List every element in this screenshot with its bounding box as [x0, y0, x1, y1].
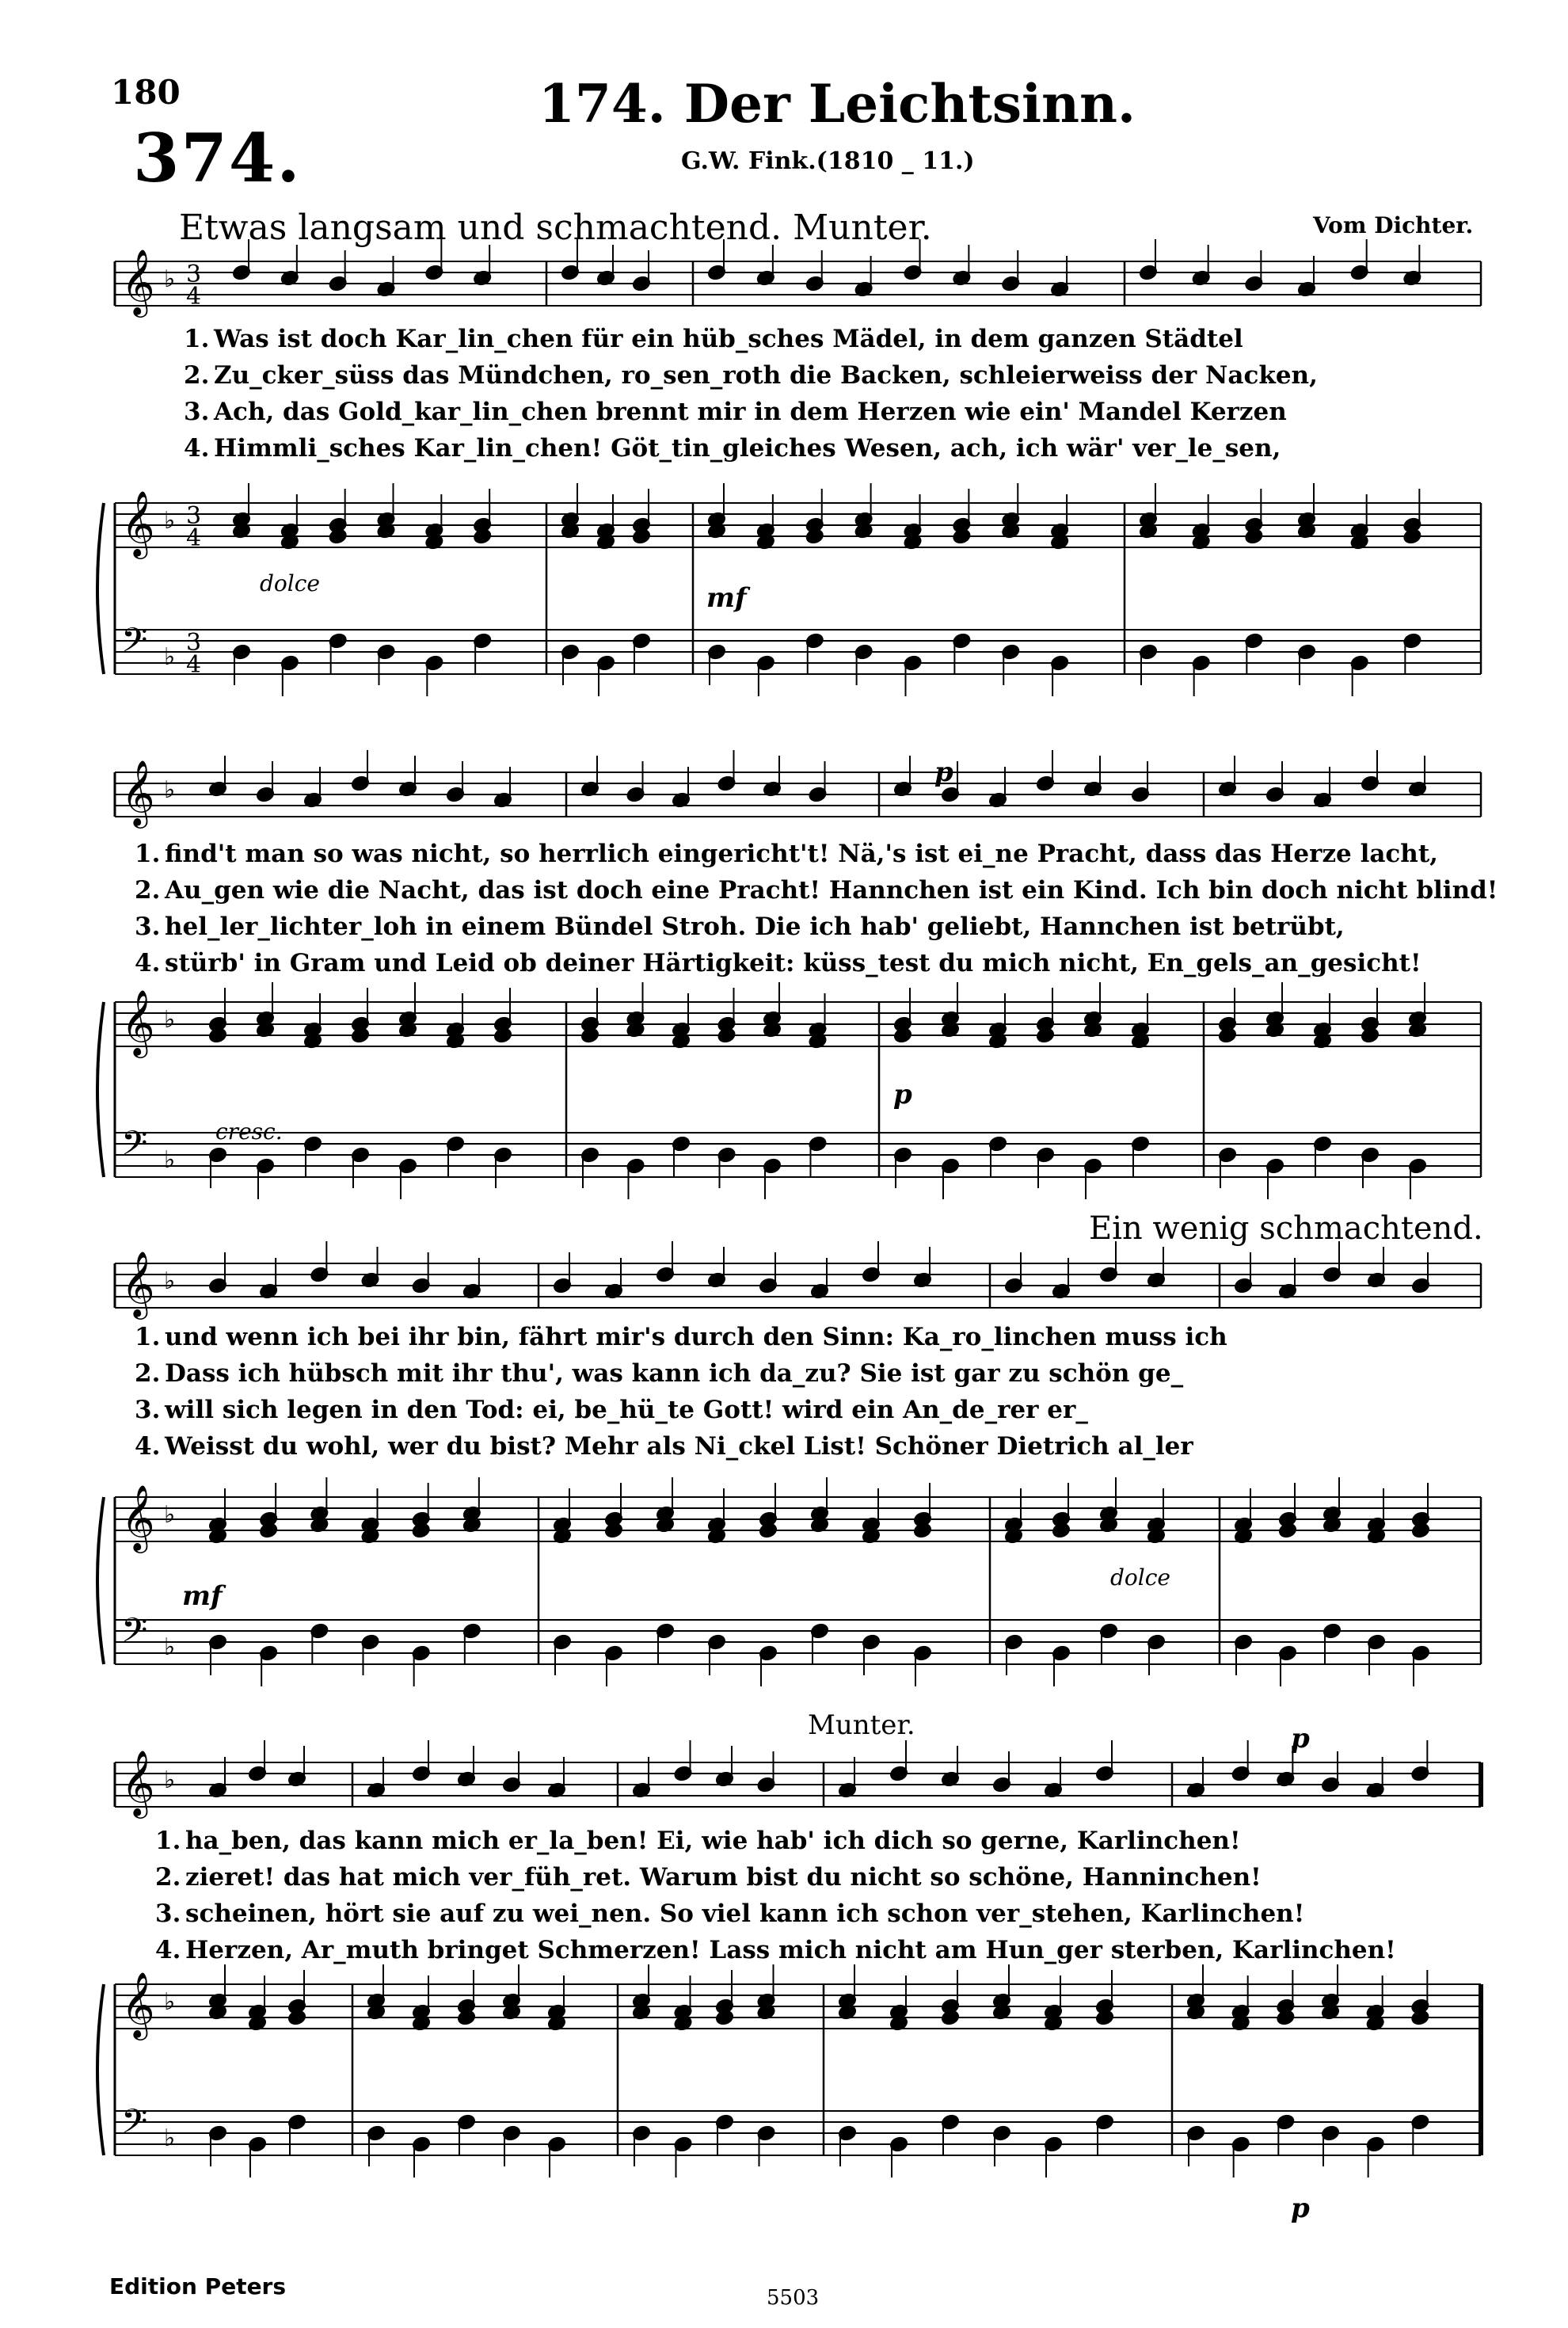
key-signature-flat: ♭	[164, 1006, 176, 1034]
lyric-line: 2. Au_gen wie die Nacht, das ist doch eine Pracht! Hannchen ist ein Kind. Ich bin doch nicht blind!	[135, 876, 1498, 905]
song-number: 374.	[133, 119, 302, 197]
time-signature: 3	[186, 629, 202, 657]
dynamic-dolce-1: dolce	[260, 570, 320, 596]
bass-clef: 𝄢	[121, 2102, 148, 2150]
lyric-line: 2. Zu_cker_süss das Mündchen, ro_sen_roth die Backen, schleierweiss der Nacken,	[184, 361, 1318, 390]
dynamic-dolce-2: dolce	[1110, 1564, 1170, 1591]
lyric-line: 3. scheinen, hört sie auf zu wei_nen. So viel kann ich schon ver_stehen, Karlinchen!	[155, 1899, 1305, 1928]
treble-clef: 𝄞	[121, 989, 155, 1055]
tempo-marking-mid: Ein wenig schmachtend.	[1089, 1210, 1483, 1247]
treble-clef: 𝄞	[121, 490, 155, 556]
lyric-line: 3. hel_ler_lichter_loh in einem Bündel Stroh. Die ich hab' geliebt, Hannchen ist betrübt,	[135, 913, 1345, 941]
treble-clef: 𝄞	[121, 1971, 155, 2037]
treble-clef: 𝄞	[121, 1250, 155, 1316]
treble-clef: 𝄞	[121, 759, 155, 825]
song-title: 174. Der Leichtsinn.	[539, 73, 1136, 135]
time-signature: 3	[186, 261, 202, 288]
key-signature-flat: ♭	[164, 1633, 176, 1661]
key-signature-flat: ♭	[164, 507, 176, 535]
lyric-line: 2. Dass ich hübsch mit ihr thu', was kann ich da_zu? Sie ist gar zu schön ge_	[135, 1359, 1184, 1388]
key-signature-flat: ♭	[164, 265, 176, 293]
piano-brace	[97, 1984, 104, 2155]
time-signature: 3	[186, 502, 202, 530]
key-signature-flat: ♭	[164, 1501, 176, 1529]
dynamic-mf-1: mf	[706, 582, 747, 614]
time-signature: 4	[186, 651, 202, 679]
key-signature-flat: ♭	[164, 1146, 176, 1174]
treble-clef: 𝄞	[121, 1484, 155, 1550]
composer-credit: G.W. Fink.(1810 _ 11.)	[681, 147, 975, 175]
key-signature-flat: ♭	[164, 1766, 176, 1794]
dynamic-cresc: cresc.	[215, 1118, 283, 1145]
dynamic-p-1: p	[893, 1079, 912, 1111]
dynamic-mf-2: mf	[182, 1580, 223, 1612]
lyric-line: 4. Himmli_sches Kar_lin_chen! Göt_tin_gleiches Wesen, ach, ich wär' ver_le_sen,	[184, 434, 1281, 463]
key-signature-flat: ♭	[164, 1988, 176, 2016]
tempo-marking: Etwas langsam und schmachtend. Munter.	[179, 208, 932, 248]
key-signature-flat: ♭	[164, 776, 176, 804]
piano-brace	[97, 1497, 104, 1664]
key-signature-flat: ♭	[164, 2124, 176, 2152]
lyric-line: 2. zieret! das hat mich ver_füh_ret. Warum bist du nicht so schöne, Hanninchen!	[155, 1863, 1262, 1892]
piano-brace	[97, 503, 104, 674]
lyric-line: 4. Herzen, Ar_muth bringet Schmerzen! Lass mich nicht am Hun_ger sterben, Karlinchen!	[155, 1936, 1396, 1964]
lyric-line: 3. will sich legen in den Tod: ei, be_hü_te Gott! wird ein An_de_rer er_	[135, 1396, 1088, 1424]
treble-clef: 𝄞	[121, 248, 155, 314]
dynamic-p-3: p	[1291, 2193, 1310, 2224]
key-signature-flat: ♭	[164, 643, 176, 671]
dynamic-p-2: p	[1291, 1723, 1310, 1755]
lyric-line: 4. Weisst du wohl, wer du bist? Mehr als Ni_ckel List! Schöner Dietrich al_ler	[135, 1432, 1193, 1461]
tempo-marking-last: Munter.	[808, 1709, 915, 1741]
lyric-line: 4. stürb' in Gram und Leid ob deiner Härtigkeit: küss_test du mich nicht, En_gels_an_gesicht!	[135, 949, 1421, 977]
bass-clef: 𝄢	[121, 1611, 148, 1659]
lyric-line: 1. ha_ben, das kann mich er_la_ben! Ei, wie hab' ich dich so gerne, Karlinchen!	[155, 1827, 1241, 1855]
piano-brace	[97, 1002, 104, 1177]
lyric-line: 1. find't man so was nicht, so herrlich eingericht't! Nä,'s ist ei_ne Pracht, dass das Herze lacht,	[135, 840, 1438, 868]
bass-clef: 𝄢	[121, 621, 148, 669]
page-number: 180	[111, 73, 181, 112]
key-signature-flat: ♭	[164, 1267, 176, 1295]
bass-clef: 𝄢	[121, 1124, 148, 1172]
lyric-line: 3. Ach, das Gold_kar_lin_chen brennt mir in dem Herzen wie ein' Mandel Kerzen	[184, 398, 1287, 426]
lyricist-credit: Vom Dichter.	[1313, 212, 1474, 238]
publisher-imprint: Edition Peters	[109, 2273, 287, 2299]
plate-number: 5503	[767, 2286, 820, 2310]
lyric-line: 1. und wenn ich bei ihr bin, fährt mir's durch den Sinn: Ka_ro_linchen muss ich	[135, 1323, 1227, 1351]
treble-clef: 𝄞	[121, 1749, 155, 1816]
dynamic-p-voice: p	[934, 756, 953, 788]
time-signature: 4	[186, 283, 202, 311]
lyric-line: 1. Was ist doch Kar_lin_chen für ein hüb_sches Mädel, in dem ganzen Städtel	[184, 325, 1243, 353]
time-signature: 4	[186, 524, 202, 552]
